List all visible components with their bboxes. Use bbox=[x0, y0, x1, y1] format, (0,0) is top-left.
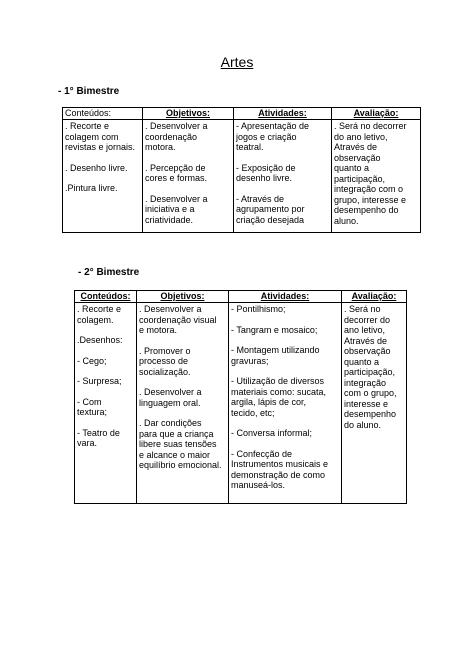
header-objetivos: Objetivos: bbox=[143, 108, 234, 120]
cell-atividades bbox=[234, 120, 332, 233]
cell-line: Através de bbox=[334, 142, 378, 153]
cell-line: cores e formas. bbox=[145, 173, 208, 184]
cell-gap bbox=[236, 184, 329, 194]
cell-atividades bbox=[229, 303, 342, 504]
cell-line: coordenação bbox=[145, 131, 198, 142]
table-header-row bbox=[63, 108, 421, 120]
section-heading-bimestre-2: - 2° Bimestre bbox=[78, 267, 140, 278]
cell-line: para que a criança bbox=[139, 428, 214, 439]
cell-gap bbox=[236, 153, 329, 163]
cell-line: processo de bbox=[139, 356, 189, 367]
cell-line: argila, lápis de cor, bbox=[231, 397, 307, 408]
cell-line: - Conversa informal; bbox=[231, 428, 313, 439]
cell-line: - Com bbox=[77, 396, 102, 407]
cell-gap bbox=[231, 315, 339, 325]
cell-line: . Desenvolver a bbox=[139, 304, 202, 315]
cell-line: - Surpresa; bbox=[77, 376, 122, 387]
header-atividades: Atividades: bbox=[229, 291, 342, 303]
cell-line: . Recorte e bbox=[65, 121, 110, 132]
cell-line: e motora. bbox=[139, 325, 178, 336]
cell-line: . Será no bbox=[344, 304, 381, 315]
cell-line: criação desejada bbox=[236, 214, 305, 225]
cell-line: grupo, interesse e bbox=[334, 194, 407, 205]
cell-gap bbox=[77, 366, 134, 376]
cell-gap bbox=[231, 439, 339, 449]
cell-line: - Através de bbox=[236, 193, 285, 204]
table-bimestre-2 bbox=[74, 290, 407, 504]
cell-line: interesse e bbox=[344, 398, 389, 409]
cell-gap bbox=[139, 377, 226, 387]
page-title: Artes bbox=[220, 54, 254, 70]
cell-line: decorrer do bbox=[344, 314, 391, 325]
section-heading-bimestre-1: - 1° Bimestre bbox=[58, 86, 120, 97]
cell-line: integração com o bbox=[334, 184, 404, 195]
cell-line: - Tangram e mosaico; bbox=[231, 324, 318, 335]
cell-line: observação bbox=[334, 152, 381, 163]
table-row bbox=[75, 303, 407, 504]
cell-line: participação, bbox=[334, 173, 386, 184]
cell-line: socialização. bbox=[139, 366, 191, 377]
cell-gap bbox=[77, 418, 134, 428]
cell-line: materiais como: sucata, bbox=[231, 386, 327, 397]
cell-line: gravuras; bbox=[231, 355, 269, 366]
cell-line: - Pontilhismo; bbox=[231, 304, 286, 315]
cell-line: tecido, etc; bbox=[231, 407, 275, 418]
cell-gap bbox=[231, 335, 339, 345]
cell-line: criatividade. bbox=[145, 214, 194, 225]
cell-line: - Apresentação de bbox=[236, 121, 310, 132]
cell-line: colagem com bbox=[65, 131, 119, 142]
header-atividades: Atividades: bbox=[234, 108, 332, 120]
cell-line: - Confecção de bbox=[231, 448, 293, 459]
cell-line: revistas e jornais. bbox=[65, 142, 136, 153]
cell-line: manuseá-los. bbox=[231, 480, 286, 491]
cell-line: do ano letivo, bbox=[334, 131, 388, 142]
cell-line: libere suas tensões bbox=[139, 439, 217, 450]
cell-line: . Desenvolver a bbox=[139, 387, 202, 398]
cell-line: equilíbrio emocional. bbox=[139, 460, 222, 471]
cell-line: e alcance o maior bbox=[139, 449, 211, 460]
cell-line: - Utilização de diversos bbox=[231, 376, 325, 387]
cell-avaliacao bbox=[342, 303, 407, 504]
cell-line: vara. bbox=[77, 438, 98, 449]
cell-line: observação bbox=[344, 346, 391, 357]
cell-line: quanto a bbox=[334, 163, 370, 174]
cell-line: . Promover o bbox=[139, 345, 191, 356]
cell-line: desempenho do bbox=[334, 205, 399, 216]
cell-line: . Será no decorrer bbox=[334, 121, 407, 132]
cell-line: Instrumentos musicais e bbox=[231, 459, 329, 470]
cell-line: colagem. bbox=[77, 314, 114, 325]
cell-line: desempenho bbox=[344, 409, 397, 420]
cell-conteudos bbox=[63, 120, 143, 233]
header-conteudos: Conteúdos: bbox=[75, 291, 137, 303]
cell-line: . Percepção de bbox=[145, 162, 206, 173]
header-avaliacao: Avaliação: bbox=[332, 108, 421, 120]
cell-avaliacao bbox=[332, 120, 421, 233]
cell-line: linguagem oral. bbox=[139, 397, 201, 408]
header-objetivos: Objetivos: bbox=[137, 291, 229, 303]
cell-line: . Desenvolver a bbox=[145, 121, 208, 132]
cell-line: com o grupo, bbox=[344, 388, 397, 399]
cell-gap bbox=[65, 173, 140, 183]
cell-line: quanto a bbox=[344, 356, 380, 367]
cell-line: . Dar condições bbox=[139, 418, 202, 429]
cell-line: coordenação visual bbox=[139, 314, 217, 325]
table-header-row bbox=[75, 291, 407, 303]
cell-line: iniciativa e a bbox=[145, 204, 195, 215]
cell-line: . Desenvolver a bbox=[145, 193, 208, 204]
cell-conteudos bbox=[75, 303, 137, 504]
table-row bbox=[63, 120, 421, 233]
cell-line: - Exposição de bbox=[236, 162, 296, 173]
cell-gap bbox=[231, 418, 339, 428]
cell-objetivos bbox=[143, 120, 234, 233]
cell-gap bbox=[65, 153, 140, 163]
cell-line: .Desenhos: bbox=[77, 335, 123, 346]
cell-line: .Pintura livre. bbox=[65, 183, 118, 194]
cell-line: teatral. bbox=[236, 142, 264, 153]
cell-gap bbox=[139, 408, 226, 418]
cell-line: - Teatro de bbox=[77, 427, 120, 438]
cell-line: ano letivo, bbox=[344, 325, 386, 336]
cell-line: aluno. bbox=[334, 215, 359, 226]
cell-gap bbox=[77, 325, 134, 335]
cell-line: - Cego; bbox=[77, 355, 107, 366]
cell-gap bbox=[145, 184, 231, 194]
cell-objetivos bbox=[137, 303, 229, 504]
cell-line: textura; bbox=[77, 407, 108, 418]
cell-gap bbox=[77, 346, 134, 356]
cell-line: Através de bbox=[344, 335, 388, 346]
header-avaliacao: Avaliação: bbox=[342, 291, 407, 303]
cell-line: . Recorte e bbox=[77, 304, 122, 315]
cell-line: jogos e criação bbox=[236, 131, 297, 142]
cell-line: participação, bbox=[344, 367, 396, 378]
table-bimestre-1 bbox=[62, 107, 421, 233]
cell-line: . Desenho livre. bbox=[65, 162, 128, 173]
cell-line: - Montagem utilizando bbox=[231, 345, 320, 356]
cell-gap bbox=[139, 336, 226, 346]
cell-gap bbox=[145, 153, 231, 163]
cell-line: do aluno. bbox=[344, 419, 382, 430]
header-conteudos: Conteúdos: bbox=[63, 108, 143, 120]
cell-line: demonstração de como bbox=[231, 469, 326, 480]
cell-line: motora. bbox=[145, 142, 176, 153]
cell-gap bbox=[231, 366, 339, 376]
cell-line: integração bbox=[344, 377, 387, 388]
cell-line: agrupamento por bbox=[236, 204, 305, 215]
cell-gap bbox=[77, 387, 134, 397]
cell-line: desenho livre. bbox=[236, 173, 293, 184]
